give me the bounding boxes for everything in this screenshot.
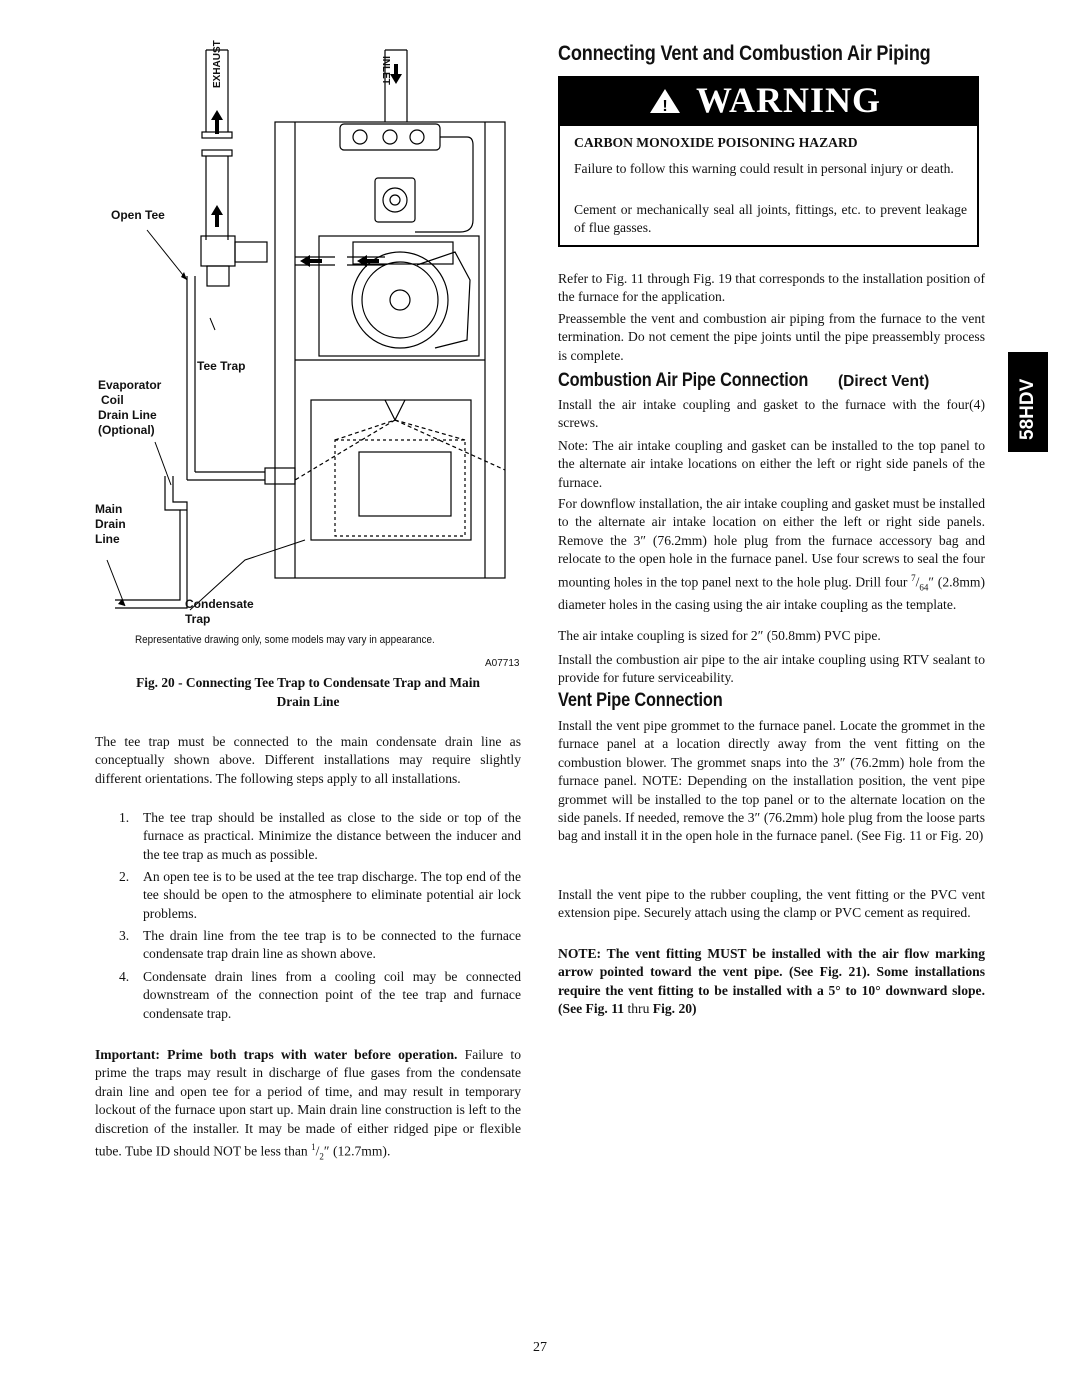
para-rtv: Install the combustion air pipe to the air intake coupling using RTV sealant to provide for future serviceability. [558,652,985,686]
warning-box [558,124,979,247]
open-tee [201,236,235,266]
inlet-label: INLET [380,56,391,85]
open-tee-label: Open Tee [111,208,165,222]
note-vent-fitting: NOTE: The vent fitting MUST be installed with the air flow marking arrow pointed toward the vent pipe. (See Fig. 21). Some installations require the vent fitting to be installed with a 5° to 10° downward slope. (See Fig. 11 thru Fig. 20) [558,946,985,1017]
para-sized: The air intake coupling is sized for 2″ (50.8mm) PVC pipe. [558,628,881,643]
heading-connecting-vent: Connecting Vent and Combustion Air Piping [558,42,931,65]
main-drain-line-label: Main Drain Line [95,502,126,546]
furnace-diagram [95,40,525,650]
para-preassemble: Preassemble the vent and combustion air piping from the furnace to the vent termination. Do not cement the pipe joints until the pipe preassembly process is complete. [558,311,985,363]
condensate-trap-label: Condensate Trap [185,597,254,626]
figure-code: A07713 [485,658,520,669]
warning-para1: Failure to follow this warning could result in personal injury or death. [574,161,954,176]
figure-disclaimer: Representative drawing only, some models may vary in appearance. [135,634,435,646]
tee-trap-label: Tee Trap [197,359,246,373]
heading-combustion-air: Combustion Air Pipe Connection (Direct Vent) [558,370,930,391]
page-number: 27 [533,1340,547,1355]
warning-triangle-icon [648,87,682,115]
para-install-coupling: Install the air intake coupling and gasket to the furnace with the four(4) screws. [558,397,985,431]
figure-caption: Fig. 20 - Connecting Tee Trap to Condensate Trap and Main Drain Line [136,675,480,709]
side-tab-58hdv: 58HDV [1008,352,1048,452]
hazard-title: CARBON MONOXIDE POISONING HAZARD [574,135,858,150]
svg-text:!: ! [662,98,668,115]
warning-para2: Cement or mechanically seal all joints, fittings, etc. to prevent leakage of flue gasses. [574,202,967,236]
para-vent-install: Install the vent pipe to the rubber coupling, the vent fitting or the PVC vent extension pipe. Securely attach using the clamp or PVC cement as required. [558,887,985,921]
important-prime-note: Important: Prime both traps with water before operation. Failure to prime the traps may result in discharge of flue gases from the condensate drain line and open tee for a period of time, and may result in temporary lockout of the furnace upon start up. Main drain line construction is left to the discretion of the installer. It may be made of either ridged pipe or flexible tube. Tube ID should NOT be less than $^1/_2''$ (12.7mm). [95,1047,521,1162]
para-note-alternate: Note: The air intake coupling and gasket can be installed to the top panel to the alternate air intake locations on either the left or right side panels of the furnace. [558,438,985,490]
evaporator-coil-label: Evaporator Coil Drain Line (Optional) [98,378,162,437]
heading-vent-pipe: Vent Pipe Connection [558,690,723,711]
warning-title: WARNING [696,80,882,120]
warning-banner [558,76,979,124]
para-grommet: Install the vent pipe grommet to the furnace panel. Locate the grommet in the furnace panel at a location directly away from the vent fitting on the combustion blower. The grommet snaps into the 3″ (76.2mm) hole from the furnace panel. NOTE: Depending on the installation position, the vent pipe grommet will be installed to the top panel or to the alternate location on the side panels. If needed, remove the 3″ (76.2mm) hole plug from the loose parts bag and install it in the open hole in the furnace panel. (See Fig. 11 or Fig. 20) [558,718,985,844]
steps-list: 1. The tee trap should be installed as close to the side or top of the furnace as practical. Minimize the distance between the inducer and the tee trap as much as possible. 2. An open tee is to be used at the tee trap discharge. The top end of the tee should be open to the atmosphere to eliminate potential air lock problems. 3. The drain line from the tee trap is to be connected to the furnace condensate trap drain line as shown above. 4. Condensate drain lines from a cooling coil may be connected downstream of the connection point of the tee trap and furnace condensate trap. [119,810,521,1021]
control-board [359,452,451,516]
tee-trap-intro: The tee trap must be connected to the main condensate drain line as conceptually shown above. Different installations may require slightly different orientations. The following steps apply to all installations. [95,734,521,786]
para-downflow: For downflow installation, the air intake coupling and gasket must be installed to the alternate air intake location on either the left or right side panels. Remove the 3″ (76.2mm) hole plug from the furnace accessory bag and relocate to the open hole in the furnace panel. Use four screws to seal the four mounting holes in the top panel next to the hole plug. Drill four $^7/_{64}''$ (2.8mm) diameter holes in the casing using the air intake coupling as the template. [558,496,985,613]
para-refer: Refer to Fig. 11 through Fig. 19 that corresponds to the installation position of the furnace for the application. [558,271,985,305]
exhaust-label: EXHAUST [212,40,223,88]
